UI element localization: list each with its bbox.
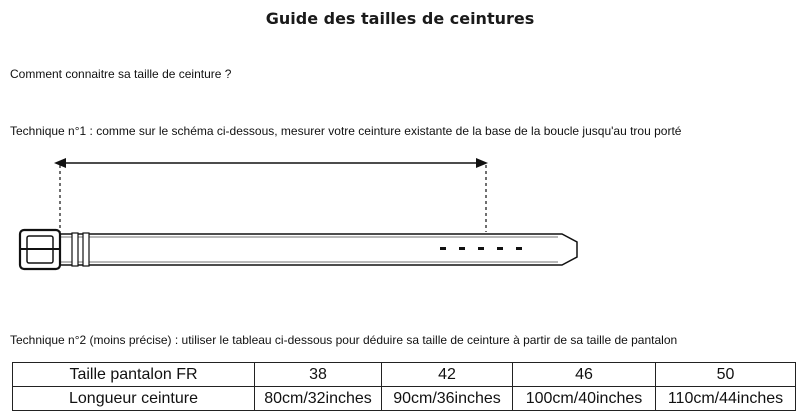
table-cell: 42 — [382, 363, 513, 387]
page-title: Guide des tailles de ceintures — [265, 9, 535, 28]
technique-1-text: Technique n°1 : comme sur le schéma ci-dessous, mesurer votre ceinture existante de la base de la boucle jusqu'au trou porté — [10, 124, 682, 138]
buckle-icon — [20, 230, 60, 269]
technique-2-text: Technique n°2 (moins précise) : utiliser le tableau ci-dessous pour déduire sa taille de ceinture à partir de sa taille de pantalon — [10, 333, 678, 347]
belt-diagram — [0, 150, 800, 280]
row-label-belt-length: Longueur ceinture — [13, 387, 255, 411]
table-cell: 46 — [513, 363, 656, 387]
measurement-arrow — [54, 158, 488, 232]
table-cell: 90cm/36inches — [382, 387, 513, 411]
table-row — [13, 387, 796, 411]
question-text: Comment connaitre sa taille de ceinture ? — [10, 67, 232, 81]
table-cell: 80cm/32inches — [255, 387, 382, 411]
table-cell: 50 — [656, 363, 796, 387]
table-cell: 110cm/44inches — [656, 387, 796, 411]
table-row — [13, 363, 796, 387]
size-table — [12, 362, 796, 411]
table-cell: 100cm/40inches — [513, 387, 656, 411]
row-label-pants-size: Taille pantalon FR — [13, 363, 255, 387]
table-cell: 38 — [255, 363, 382, 387]
